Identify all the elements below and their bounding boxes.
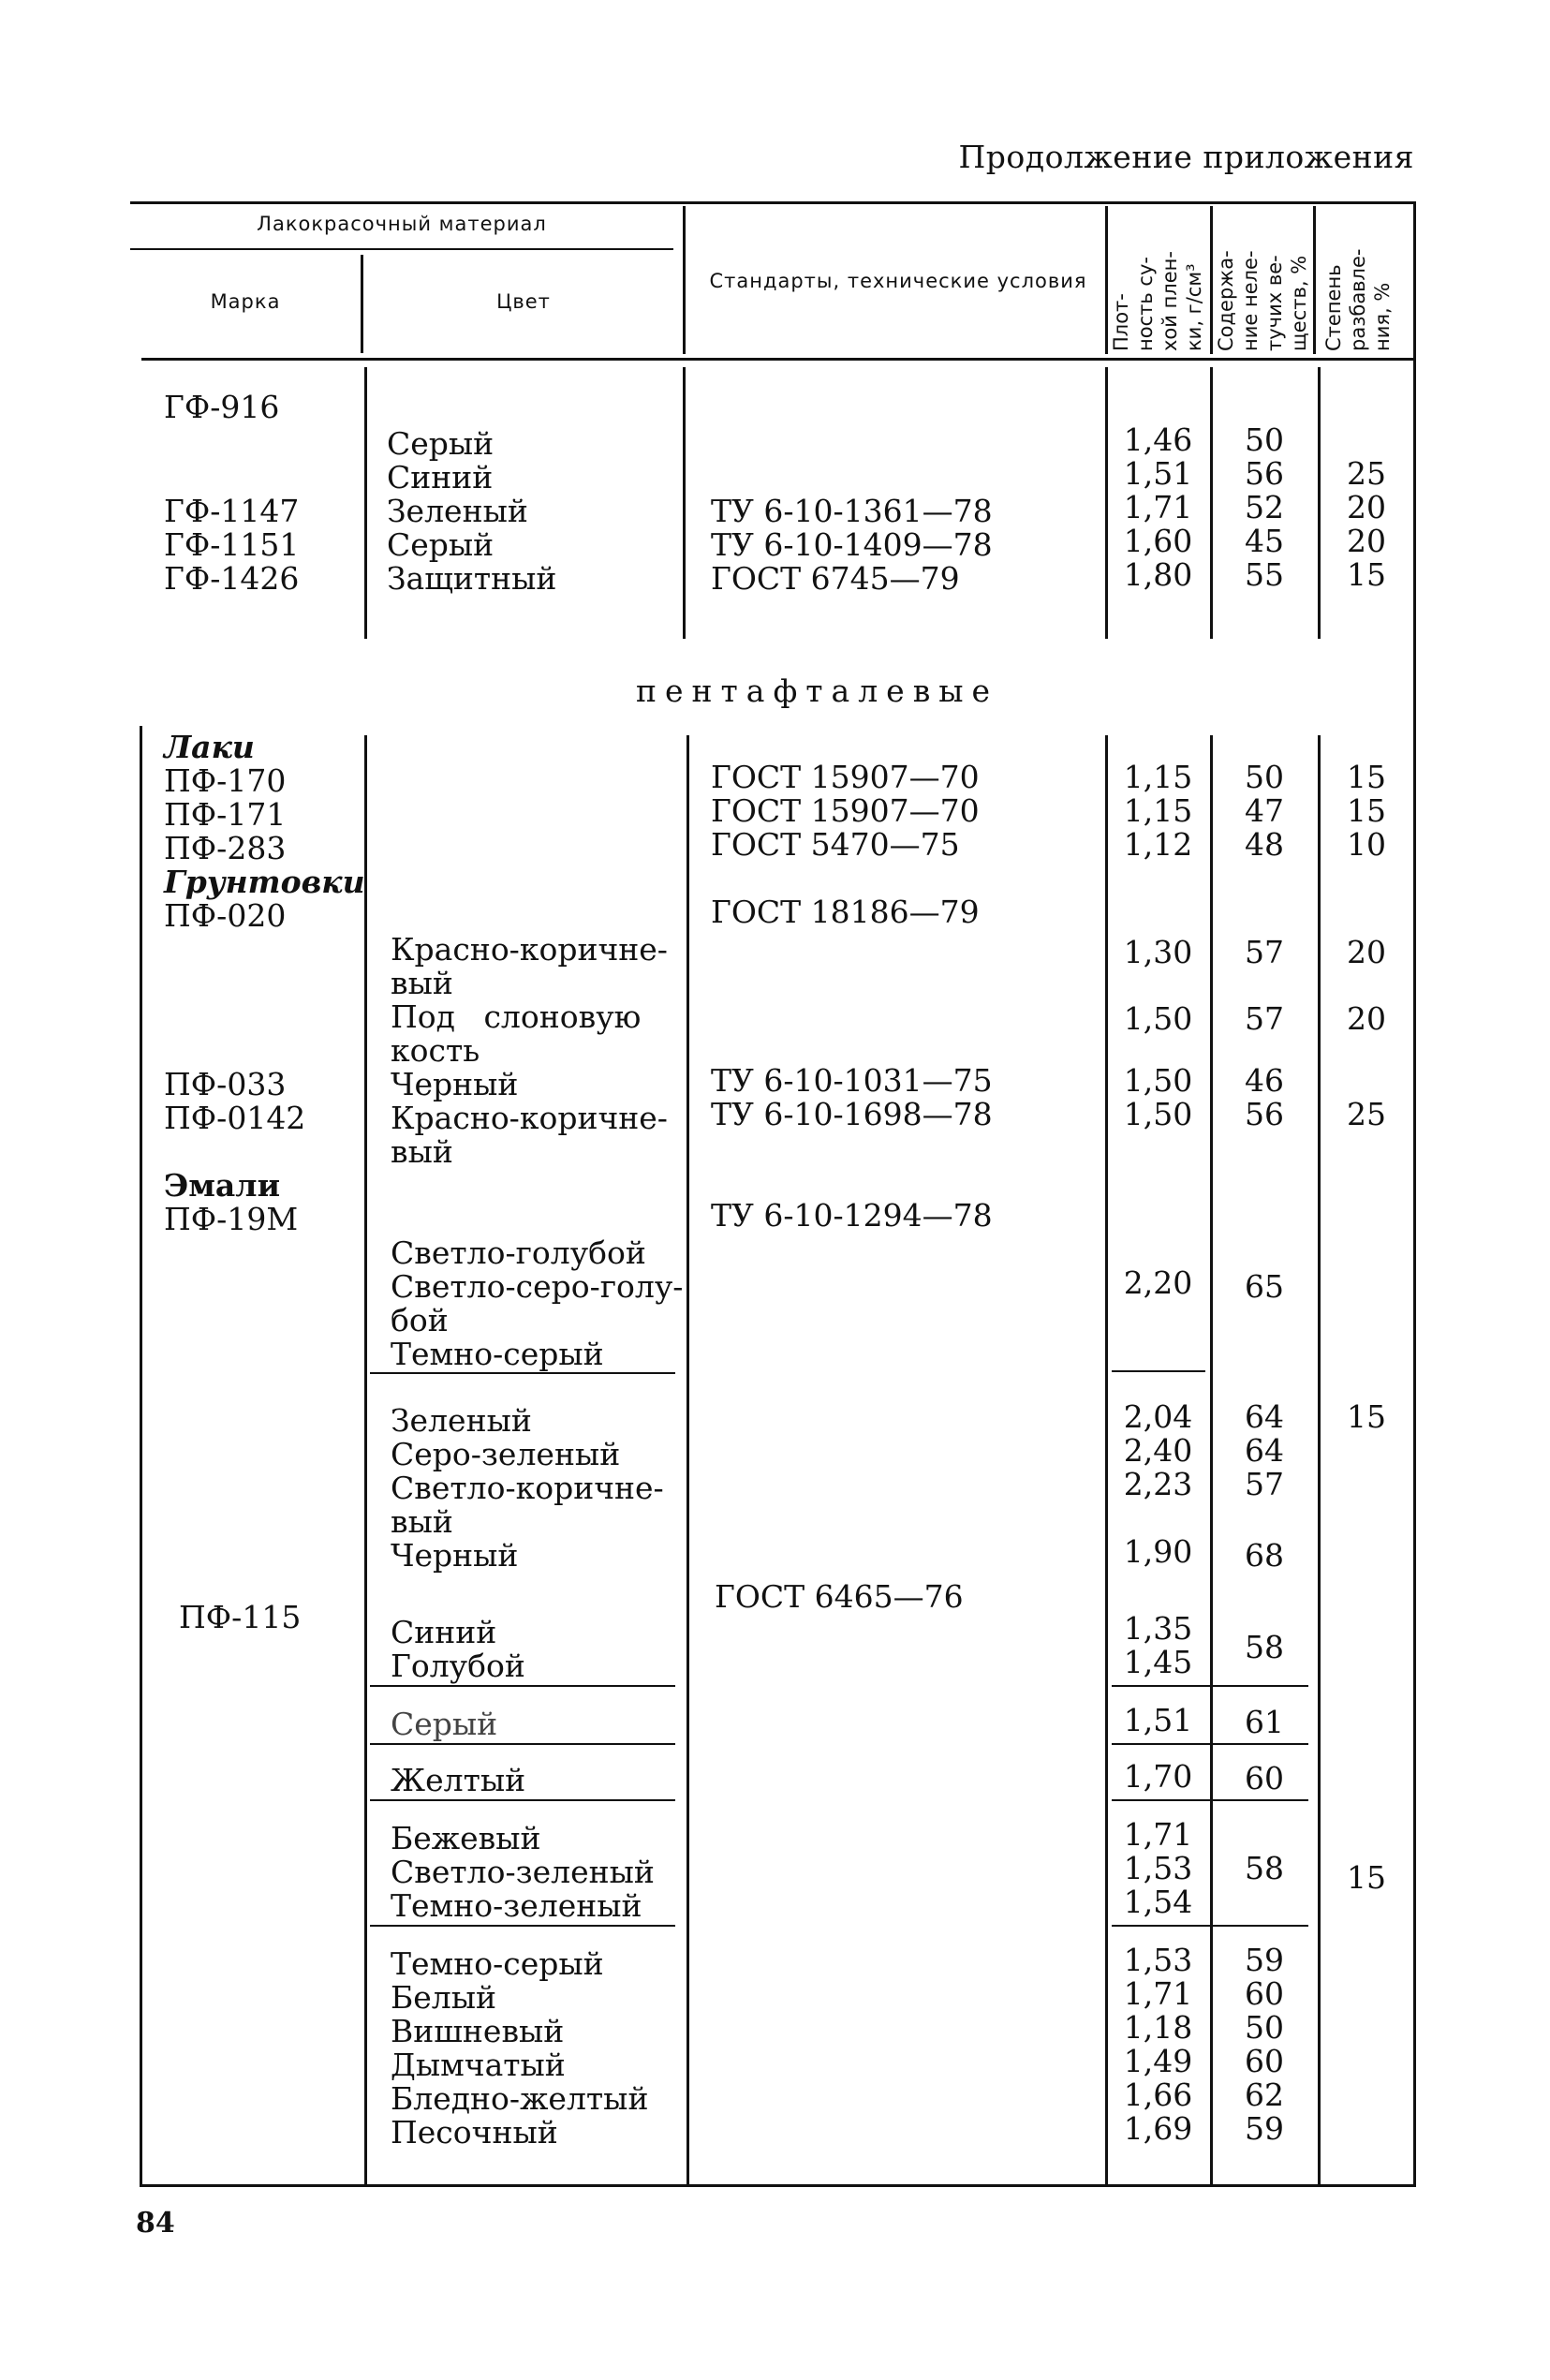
- gf-color-1: Серый: [387, 425, 495, 462]
- pf-115-d-density-6: 1,69: [1123, 2110, 1193, 2147]
- pf-115-d-color-1: Темно-серый: [391, 1945, 604, 1982]
- pf-115-d-nonvol-1: 59: [1245, 1942, 1284, 1978]
- pf-sep-nonvol: [1210, 735, 1213, 2187]
- pf-primer-color-2a: Под слоновую: [391, 998, 642, 1035]
- pf-115-d-density-2: 1,71: [1123, 1975, 1193, 2012]
- header-brand: Марка: [210, 290, 281, 313]
- group-header-rule: [130, 248, 673, 250]
- pf-115-a-color-2: Серо-зеленый: [391, 1436, 621, 1472]
- gf-brand-1: ГФ-916: [164, 389, 280, 425]
- pf-laki-standard-2: ГОСТ 15907—70: [711, 792, 980, 829]
- gf-density-3: 1,71: [1123, 489, 1193, 525]
- gf-density-5: 1,80: [1123, 556, 1193, 593]
- pf-115-yellow-color: Желтый: [391, 1762, 526, 1798]
- gf-brand-3: ГФ-1151: [164, 526, 300, 563]
- pf-19m-standard: ТУ 6-10-1294—78: [711, 1197, 993, 1234]
- pf-033-color: Черный: [391, 1066, 519, 1102]
- pf-19m-density: 2,20: [1123, 1264, 1193, 1301]
- pf-primer-color-1b: вый: [391, 965, 453, 1001]
- gf-color-3: Зеленый: [387, 493, 528, 529]
- pf-0142-standard: ТУ 6-10-1698—78: [711, 1096, 993, 1132]
- pf-laki-nonvol-2: 47: [1245, 792, 1284, 829]
- pf-115-b-color-2: Голубой: [391, 1648, 525, 1684]
- pf-laki-density-3: 1,12: [1123, 826, 1193, 863]
- table-right-border: [1413, 201, 1416, 2187]
- gf-dilution-2: 20: [1347, 489, 1386, 525]
- gf-sep-density: [1105, 367, 1108, 639]
- pf-0142-color-a: Красно-коричне-: [391, 1100, 668, 1136]
- header-sep-4: [1210, 206, 1213, 354]
- header-color: Цвет: [496, 290, 551, 313]
- pf-19m-color-1: Светло-голубой: [391, 1234, 646, 1271]
- gf-density-1: 1,46: [1123, 421, 1193, 458]
- gf-density-4: 1,60: [1123, 523, 1193, 559]
- pf-115-grey-color: Серый: [391, 1706, 498, 1742]
- pf-laki-nonvol-3: 48: [1245, 826, 1284, 863]
- gf-nonvol-1: 50: [1245, 421, 1284, 458]
- pf-sep-brand: [140, 726, 142, 2187]
- pf-115-c-end-rule: [370, 1925, 675, 1927]
- pf-0142-brand: ПФ-0142: [164, 1100, 306, 1136]
- pf-115-d-nonvol-6: 59: [1245, 2110, 1284, 2147]
- pf-115-a-density-4: 1,90: [1123, 1533, 1193, 1570]
- pf-115-yellow-density: 1,70: [1123, 1758, 1193, 1795]
- header-density-line-2: ность су-: [1134, 257, 1157, 351]
- page-number: 84: [136, 2207, 175, 2240]
- pf-115-b-density-1: 1,35: [1123, 1610, 1193, 1647]
- pf-115-d-density-3: 1,18: [1123, 2009, 1193, 2046]
- header-sep-2: [683, 206, 686, 354]
- section-title: пентафталевые: [636, 673, 999, 709]
- pf-primer-standard-1: ГОСТ 18186—79: [711, 894, 980, 930]
- gf-nonvol-3: 52: [1245, 489, 1284, 525]
- pf-primer-brand-1: ПФ-020: [164, 897, 287, 934]
- pf-laki-standard-3: ГОСТ 5470—75: [711, 826, 960, 863]
- header-density: [1109, 251, 1206, 351]
- appendix-table: [130, 201, 1416, 2187]
- pf-115-a-color-5: Черный: [391, 1537, 519, 1574]
- pf-primer-dilution-2: 20: [1347, 1000, 1386, 1037]
- pf-0142-density: 1,50: [1123, 1096, 1193, 1132]
- gf-dilution-3: 20: [1347, 523, 1386, 559]
- pf-115-c-color-3: Темно-зеленый: [391, 1887, 642, 1924]
- header-sep-1: [361, 255, 363, 353]
- pf-0142-nonvol: 56: [1245, 1096, 1284, 1132]
- pf-115-a-nonvol-2: 64: [1245, 1432, 1284, 1469]
- header-dilution-line-3: ния, %: [1371, 282, 1394, 351]
- pf-115-grey-density: 1,51: [1123, 1702, 1193, 1738]
- header-sep-5: [1313, 206, 1316, 354]
- pf-primer-density-2: 1,50: [1123, 1000, 1193, 1037]
- pf-115-b-density-2: 1,45: [1123, 1644, 1193, 1680]
- header-nonvolatile-line-2: ние неле-: [1239, 250, 1262, 351]
- pf-115-a-density-3: 2,23: [1123, 1466, 1193, 1502]
- header-density-line-1: Плот-: [1110, 293, 1132, 351]
- header-density-line-4: ки, г/см³: [1183, 263, 1205, 351]
- header-dilution-line-1: Степень: [1322, 264, 1345, 351]
- pf-laki-brand-2: ПФ-171: [164, 796, 287, 833]
- gf-color-4: Серый: [387, 526, 495, 563]
- pf-115-d-nonvol-5: 62: [1245, 2077, 1284, 2113]
- header-nonvolatile-line-1: Содержа-: [1215, 250, 1237, 351]
- pf-115-a-dilution: 15: [1347, 1398, 1386, 1435]
- pf-115-c-density-2: 1,53: [1123, 1850, 1193, 1886]
- pf-033-standard: ТУ 6-10-1031—75: [711, 1062, 993, 1099]
- pf-115-grey-end-rule-num: [1112, 1743, 1308, 1745]
- gf-color-2: Синий: [387, 459, 494, 495]
- pf-19m-color-2: Светло-серо-голу-: [391, 1268, 684, 1305]
- pf-sep-color: [364, 735, 367, 2187]
- pf-115-c-color-1: Бежевый: [391, 1820, 541, 1856]
- pf-0142-dilution: 25: [1347, 1096, 1386, 1132]
- pf-115-b-color-1: Синий: [391, 1614, 497, 1650]
- pf-115-grey-nonvol: 61: [1245, 1704, 1284, 1740]
- pf-115-b-nonvol: 58: [1245, 1629, 1284, 1665]
- pf-primer-color-1a: Красно-коричне-: [391, 931, 668, 968]
- pf-115-d-color-2: Белый: [391, 1979, 497, 2016]
- gf-color-5: Защитный: [387, 560, 557, 597]
- pf-115-d-color-4: Дымчатый: [391, 2047, 566, 2083]
- header-dilution-line-2: разбавле-: [1347, 248, 1369, 351]
- pf-19m-color-3: бой: [391, 1302, 449, 1338]
- pf-primer-dilution-1: 20: [1347, 934, 1386, 970]
- pf-115-d-nonvol-3: 50: [1245, 2009, 1284, 2046]
- pf-19m-end-rule-num: [1112, 1370, 1205, 1372]
- pf-primer-nonvol-1: 57: [1245, 934, 1284, 970]
- pf-115-b-end-rule-num: [1112, 1685, 1308, 1687]
- pf-115-d-color-5: Бледно-желтый: [391, 2080, 649, 2117]
- header-density-line-3: хой плен-: [1159, 251, 1181, 351]
- header-bottom-rule: [141, 358, 1416, 361]
- header-dilution: [1321, 249, 1395, 351]
- pf-laki-dilution-1: 15: [1347, 759, 1386, 795]
- pf-115-yellow-nonvol: 60: [1245, 1760, 1284, 1796]
- gf-standard-3: ГОСТ 6745—79: [711, 560, 960, 597]
- header-standard: Стандарты, технические условия: [709, 270, 1087, 292]
- pf-115-d-density-5: 1,66: [1123, 2077, 1193, 2113]
- pf-115-a-density-1: 2,04: [1123, 1398, 1193, 1435]
- header-sep-3: [1105, 206, 1108, 354]
- pf-primer-label: Грунтовки: [164, 864, 365, 900]
- pf-115-d-density-4: 1,49: [1123, 2043, 1193, 2079]
- gf-dilution-4: 15: [1347, 556, 1386, 593]
- table-bottom-rule: [140, 2184, 1416, 2187]
- pf-115-brand: ПФ-115: [179, 1599, 302, 1635]
- pf-laki-nonvol-1: 50: [1245, 759, 1284, 795]
- pf-115-a-nonvol-4: 68: [1245, 1537, 1284, 1574]
- gf-sep-dilution: [1318, 367, 1321, 639]
- header-nonvolatile-line-3: тучих ве-: [1263, 255, 1286, 351]
- pf-115-d-color-3: Вишневый: [391, 2013, 565, 2049]
- pf-sep-standard: [686, 735, 689, 2187]
- table-top-rule: [130, 201, 1416, 204]
- pf-primer-color-2b: кость: [391, 1032, 480, 1069]
- pf-115-standard: ГОСТ 6465—76: [715, 1578, 964, 1615]
- pf-115-a-color-4: вый: [391, 1503, 453, 1540]
- pf-laki-dilution-2: 15: [1347, 792, 1386, 829]
- gf-standard-2: ТУ 6-10-1409—78: [711, 526, 993, 563]
- pf-115-yellow-end-rule: [370, 1799, 675, 1801]
- pf-115-a-density-2: 2,40: [1123, 1432, 1193, 1469]
- pf-115-d-nonvol-2: 60: [1245, 1975, 1284, 2012]
- pf-115-d-density-1: 1,53: [1123, 1942, 1193, 1978]
- gf-nonvol-5: 55: [1245, 556, 1284, 593]
- pf-115-d-color-6: Песочный: [391, 2114, 558, 2151]
- pf-115-b-end-rule: [370, 1685, 675, 1687]
- pf-laki-density-1: 1,15: [1123, 759, 1193, 795]
- pf-115-c-density-1: 1,71: [1123, 1816, 1193, 1853]
- pf-033-nonvol: 46: [1245, 1062, 1284, 1099]
- pf-115-c-nonvol: 58: [1245, 1850, 1284, 1886]
- pf-033-density: 1,50: [1123, 1062, 1193, 1099]
- pf-laki-standard-1: ГОСТ 15907—70: [711, 759, 980, 795]
- pf-laki-label: Лаки: [164, 729, 255, 765]
- gf-sep-nonvol: [1210, 367, 1213, 639]
- pf-115-yellow-end-rule-num: [1112, 1799, 1308, 1801]
- pf-enamel-label: Эмали: [164, 1167, 281, 1204]
- pf-115-a-nonvol-1: 64: [1245, 1398, 1284, 1435]
- gf-brand-4: ГФ-1426: [164, 560, 300, 597]
- pf-0142-color-b: вый: [391, 1133, 453, 1170]
- header-nonvolatile-line-4: ществ, %: [1288, 255, 1310, 351]
- pf-19m-nonvol: 65: [1245, 1268, 1284, 1305]
- pf-sep-density: [1105, 735, 1108, 2187]
- header-nonvolatile: [1214, 250, 1311, 351]
- pf-033-brand: ПФ-033: [164, 1066, 287, 1102]
- gf-sep-color: [364, 367, 367, 639]
- pf-19m-brand: ПФ-19М: [164, 1201, 299, 1237]
- pf-115-c-dilution: 15: [1347, 1859, 1386, 1896]
- pf-19m-end-rule: [370, 1372, 675, 1374]
- pf-115-a-nonvol-3: 57: [1245, 1466, 1284, 1502]
- gf-sep-standard: [683, 367, 686, 639]
- pf-115-d-nonvol-4: 60: [1245, 2043, 1284, 2079]
- gf-dilution-1: 25: [1347, 455, 1386, 492]
- pf-115-grey-end-rule: [370, 1743, 675, 1745]
- pf-primer-nonvol-2: 57: [1245, 1000, 1284, 1037]
- pf-115-c-end-rule-num: [1112, 1925, 1308, 1927]
- pf-laki-density-2: 1,15: [1123, 792, 1193, 829]
- header-group: Лакокрасочный материал: [257, 213, 547, 235]
- pf-sep-dilution: [1318, 735, 1321, 2187]
- pf-laki-brand-3: ПФ-283: [164, 830, 287, 866]
- pf-115-a-color-1: Зеленый: [391, 1402, 532, 1439]
- pf-19m-color-4: Темно-серый: [391, 1336, 604, 1372]
- gf-brand-2: ГФ-1147: [164, 493, 300, 529]
- pf-115-c-density-3: 1,54: [1123, 1884, 1193, 1920]
- pf-115-c-color-2: Светло-зеленый: [391, 1854, 655, 1890]
- pf-laki-dilution-3: 10: [1347, 826, 1386, 863]
- pf-115-a-color-3: Светло-коричне-: [391, 1470, 664, 1506]
- gf-density-2: 1,51: [1123, 455, 1193, 492]
- page-header: Продолжение приложения: [958, 139, 1414, 175]
- pf-laki-brand-1: ПФ-170: [164, 762, 287, 799]
- gf-nonvol-4: 45: [1245, 523, 1284, 559]
- gf-nonvol-2: 56: [1245, 455, 1284, 492]
- gf-standard-1: ТУ 6-10-1361—78: [711, 493, 993, 529]
- pf-primer-density-1: 1,30: [1123, 934, 1193, 970]
